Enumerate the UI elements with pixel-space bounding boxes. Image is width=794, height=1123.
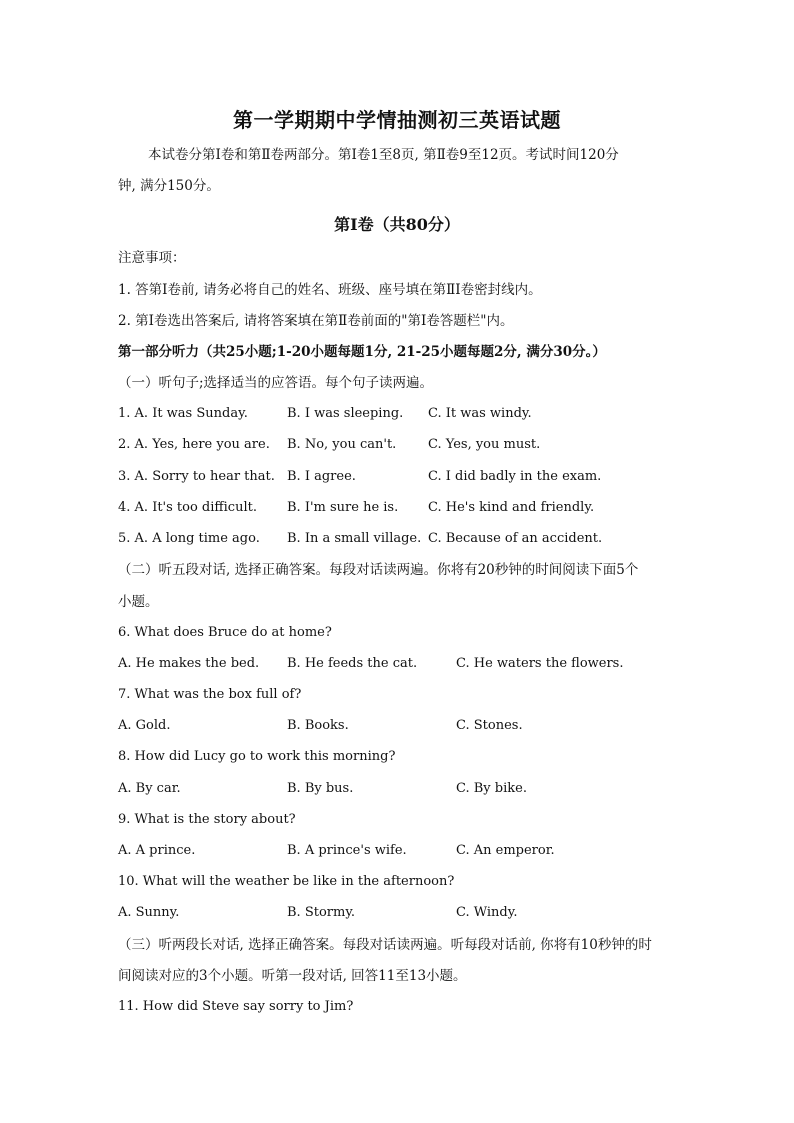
- list-item: [118, 468, 718, 486]
- notice-heading: 注意事项：: [118, 250, 186, 266]
- question-10: 10. What will the weather be like in the afternoon?: [118, 874, 455, 889]
- option-a: 3. A. Sorry to hear that.: [118, 469, 275, 484]
- list-item: [118, 717, 718, 735]
- notice-item-1: 1. 答第Ⅰ卷前, 请务必将自己的姓名、班级、座号填在第ⅡⅠ卷密封线内。: [118, 282, 542, 298]
- option-c: C. An emperor.: [456, 843, 555, 858]
- section2-heading-line-2: 小题。: [118, 594, 159, 610]
- option-b: B. A prince's wife.: [287, 843, 407, 858]
- list-item: [118, 436, 718, 454]
- option-a: A. Sunny.: [118, 905, 180, 920]
- option-a: 2. A. Yes, here you are.: [118, 437, 270, 452]
- option-c: C. It was windy.: [428, 406, 532, 421]
- option-b: B. I was sleeping.: [287, 406, 404, 421]
- notice-item-2: 2. 第Ⅰ卷选出答案后, 请将答案填在第Ⅱ卷前面的"第Ⅰ卷答题栏"内。: [118, 313, 514, 329]
- option-a: 4. A. It's too difficult.: [118, 500, 257, 515]
- intro-line-1: 本试卷分第Ⅰ卷和第Ⅱ卷两部分。第Ⅰ卷1至8页, 第Ⅱ卷9至12页。考试时间120分: [148, 147, 619, 163]
- option-a: A. By car.: [118, 781, 181, 796]
- option-b: B. By bus.: [287, 781, 354, 796]
- question-8: 8. How did Lucy go to work this morning?: [118, 749, 396, 764]
- intro-line-2: 钟, 满分150分。: [118, 178, 220, 194]
- list-item: [118, 530, 718, 548]
- option-c: C. By bike.: [456, 781, 527, 796]
- page-title: 第一学期期中学情抽测初三英语试题: [233, 108, 561, 132]
- option-a: A. Gold.: [118, 718, 171, 733]
- option-c: C. Stones.: [456, 718, 523, 733]
- option-a: 5. A. A long time ago.: [118, 531, 260, 546]
- option-c: C. He's kind and friendly.: [428, 500, 595, 515]
- volume-title: 第Ⅰ卷（共80分）: [334, 215, 460, 234]
- question-9: 9. What is the story about?: [118, 812, 296, 827]
- option-a: 1. A. It was Sunday.: [118, 406, 248, 421]
- option-a: A. He makes the bed.: [118, 656, 260, 671]
- section3-heading-line-1: （三）听两段长对话, 选择正确答案。每段对话读两遍。听每段对话前, 你将有10秒钟的时: [118, 937, 652, 953]
- question-6: 6. What does Bruce do at home?: [118, 625, 332, 640]
- option-c: C. I did badly in the exam.: [428, 469, 602, 484]
- question-11: 11. How did Steve say sorry to Jim?: [118, 999, 354, 1014]
- question-7: 7. What was the box full of?: [118, 687, 302, 702]
- option-b: B. He feeds the cat.: [287, 656, 418, 671]
- option-b: B. In a small village.: [287, 531, 422, 546]
- option-c: C. He waters the flowers.: [456, 656, 624, 671]
- list-item: [118, 842, 718, 860]
- list-item: [118, 904, 718, 922]
- option-c: C. Because of an accident.: [428, 531, 603, 546]
- section3-heading-line-2: 间阅读对应的3个小题。听第一段对话, 回答11至13小题。: [118, 968, 467, 984]
- option-b: B. Books.: [287, 718, 349, 733]
- option-b: B. Stormy.: [287, 905, 356, 920]
- list-item: [118, 655, 718, 673]
- list-item: [118, 780, 718, 798]
- option-b: B. No, you can't.: [287, 437, 397, 452]
- option-b: B. I agree.: [287, 469, 356, 484]
- part1-heading: 第一部分听力（共25小题;1-20小题每题1分, 21-25小题每题2分, 满分30分。）: [118, 344, 606, 360]
- list-item: [118, 405, 718, 423]
- option-c: C. Windy.: [456, 905, 518, 920]
- option-c: C. Yes, you must.: [428, 437, 541, 452]
- option-b: B. I'm sure he is.: [287, 500, 399, 515]
- list-item: [118, 499, 718, 517]
- section2-heading-line-1: （二）听五段对话, 选择正确答案。每段对话读两遍。你将有20秒钟的时间阅读下面5个: [118, 562, 639, 578]
- section1-heading: （一）听句子;选择适当的应答语。每个句子读两遍。: [118, 375, 434, 391]
- option-a: A. A prince.: [118, 843, 196, 858]
